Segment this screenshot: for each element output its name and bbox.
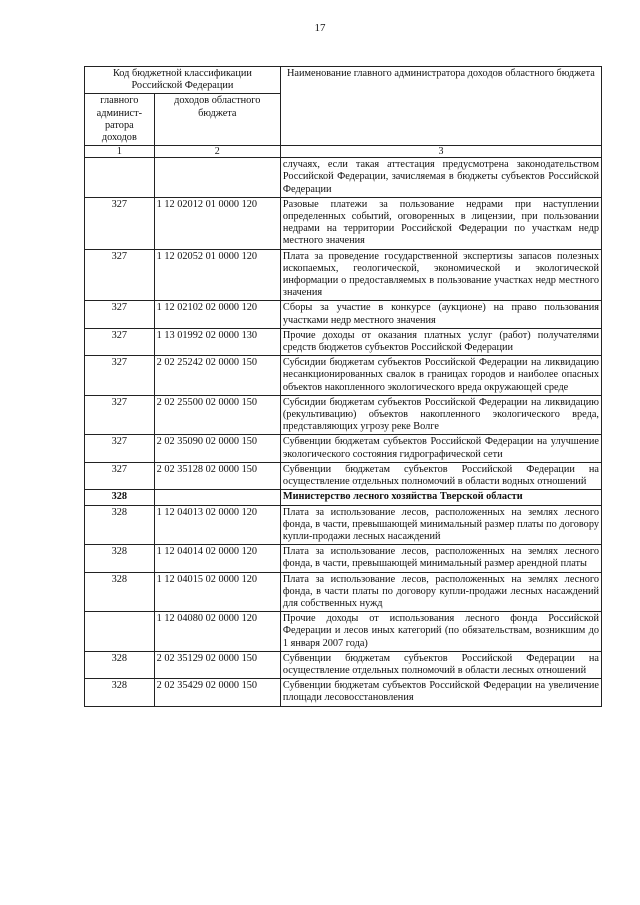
column-number-row [85, 146, 602, 158]
admin-code-cell: 327 [85, 462, 155, 489]
income-code-cell: 2 02 35090 02 0000 150 [154, 435, 280, 462]
header-admin-column: главного админист-ратора доходов [85, 94, 155, 146]
income-code-cell: 1 12 04014 02 0000 120 [154, 545, 280, 572]
admin-code-cell: 328 [85, 572, 155, 612]
table-row [85, 249, 602, 301]
table-row [85, 328, 602, 355]
income-name-cell: Плата за проведение государственной экспертизы запасов полезных ископаемых, геологической, экономической и экологической информации о предоставляемых в пользование участках недр местного значения [280, 249, 601, 301]
table-row [85, 301, 602, 328]
admin-code-cell: 327 [85, 197, 155, 249]
budget-classification-table [84, 66, 602, 707]
table-row [85, 612, 602, 652]
page-number: 17 [314, 22, 326, 34]
table-row [85, 651, 602, 678]
income-name-cell: Плата за использование лесов, расположенных на землях лесного фонда, в части платы по договору купли-продажи лесных насаждений для собственных нужд [280, 572, 601, 612]
income-code-cell: 2 02 25500 02 0000 150 [154, 395, 280, 435]
income-name-cell: Субвенции бюджетам субъектов Российской Федерации на осуществление отдельных полномочий в области лесных отношений [280, 651, 601, 678]
table-body [85, 158, 602, 706]
admin-code-cell [85, 158, 155, 198]
column-number-1: 1 [85, 146, 155, 158]
admin-code-cell: 327 [85, 301, 155, 328]
admin-code-cell: 327 [85, 328, 155, 355]
income-code-cell: 1 12 04015 02 0000 120 [154, 572, 280, 612]
admin-code-cell: 328 [85, 679, 155, 706]
header-code-column: доходов областного бюджета [154, 94, 280, 146]
table-row [85, 679, 602, 706]
admin-code-cell: 327 [85, 356, 155, 396]
admin-code-cell: 328 [85, 651, 155, 678]
table-row [85, 490, 602, 505]
income-code-cell: 2 02 35429 02 0000 150 [154, 679, 280, 706]
header-row-top [85, 67, 602, 94]
admin-code-cell: 327 [85, 435, 155, 462]
table-row [85, 505, 602, 545]
income-code-cell: 2 02 25242 02 0000 150 [154, 356, 280, 396]
income-name-cell: Субвенции бюджетам субъектов Российской Федерации на увеличение площади лесовосстановления [280, 679, 601, 706]
admin-code-cell: 328 [85, 545, 155, 572]
income-code-cell: 1 12 02012 01 0000 120 [154, 197, 280, 249]
income-code-cell: 1 12 02102 02 0000 120 [154, 301, 280, 328]
income-name-cell: Прочие доходы от использования лесного фонда Российской Федерации и лесов иных категорий (по обязательствам, возникшим до 1 января 2007 года) [280, 612, 601, 652]
admin-code-cell: 327 [85, 395, 155, 435]
admin-code-cell: 328 [85, 490, 155, 505]
income-name-cell: Субсидии бюджетам субъектов Российской Федерации на ликвидацию несанкционированных свалок в границах городов и наиболее опасных объектов накопленного экологического вреда окружающей среде [280, 356, 601, 396]
admin-code-cell [85, 612, 155, 652]
income-name-cell: Субсидии бюджетам субъектов Российской Федерации на ликвидацию (рекультивацию) объектов накопленного экологического вреда, представляющих угрозу реке Волге [280, 395, 601, 435]
income-code-cell [154, 158, 280, 198]
column-number-3: 3 [280, 146, 601, 158]
income-code-cell: 1 12 04080 02 0000 120 [154, 612, 280, 652]
income-name-cell: Субвенции бюджетам субъектов Российской Федерации на осуществление отдельных полномочий в области водных отношений [280, 462, 601, 489]
header-name-column: Наименование главного администратора доходов областного бюджета [280, 67, 601, 146]
table-row [85, 545, 602, 572]
table-row [85, 572, 602, 612]
table-row [85, 356, 602, 396]
column-number-2: 2 [154, 146, 280, 158]
income-code-cell: 2 02 35129 02 0000 150 [154, 651, 280, 678]
income-name-cell: Плата за использование лесов, расположенных на землях лесного фонда, в части, превышающей минимальный размер платы по договору купли-продажи лесных насаждений [280, 505, 601, 545]
admin-code-cell: 327 [85, 249, 155, 301]
income-name-cell: Сборы за участие в конкурсе (аукционе) на право пользования участками недр местного значения [280, 301, 601, 328]
income-code-cell: 1 12 04013 02 0000 120 [154, 505, 280, 545]
income-code-cell: 1 13 01992 02 0000 130 [154, 328, 280, 355]
income-name-cell: случаях, если такая аттестация предусмотрена законодательством Российской Федерации, зачисляемая в бюджеты субъектов Российской Федерации [280, 158, 601, 198]
income-name-cell: Прочие доходы от оказания платных услуг (работ) получателями средств бюджетов субъектов Российской Федерации [280, 328, 601, 355]
income-name-cell: Разовые платежи за пользование недрами при наступлении определенных событий, оговоренных в лицензии, при пользовании недрами на территории Российской Федерации по участкам недр местного значения [280, 197, 601, 249]
table-row [85, 158, 602, 198]
income-name-cell: Субвенции бюджетам субъектов Российской Федерации на улучшение экологического состояния гидрографической сети [280, 435, 601, 462]
income-name-cell: Министерство лесного хозяйства Тверской области [280, 490, 601, 505]
table-row [85, 462, 602, 489]
income-code-cell [154, 490, 280, 505]
header-group-title: Код бюджетной классификации Российской Федерации [85, 67, 281, 94]
income-code-cell: 1 12 02052 01 0000 120 [154, 249, 280, 301]
income-code-cell: 2 02 35128 02 0000 150 [154, 462, 280, 489]
admin-code-cell: 328 [85, 505, 155, 545]
table-row [85, 435, 602, 462]
income-name-cell: Плата за использование лесов, расположенных на землях лесного фонда, в части, превышающей минимальный размер арендной платы [280, 545, 601, 572]
table-row [85, 395, 602, 435]
table-row [85, 197, 602, 249]
